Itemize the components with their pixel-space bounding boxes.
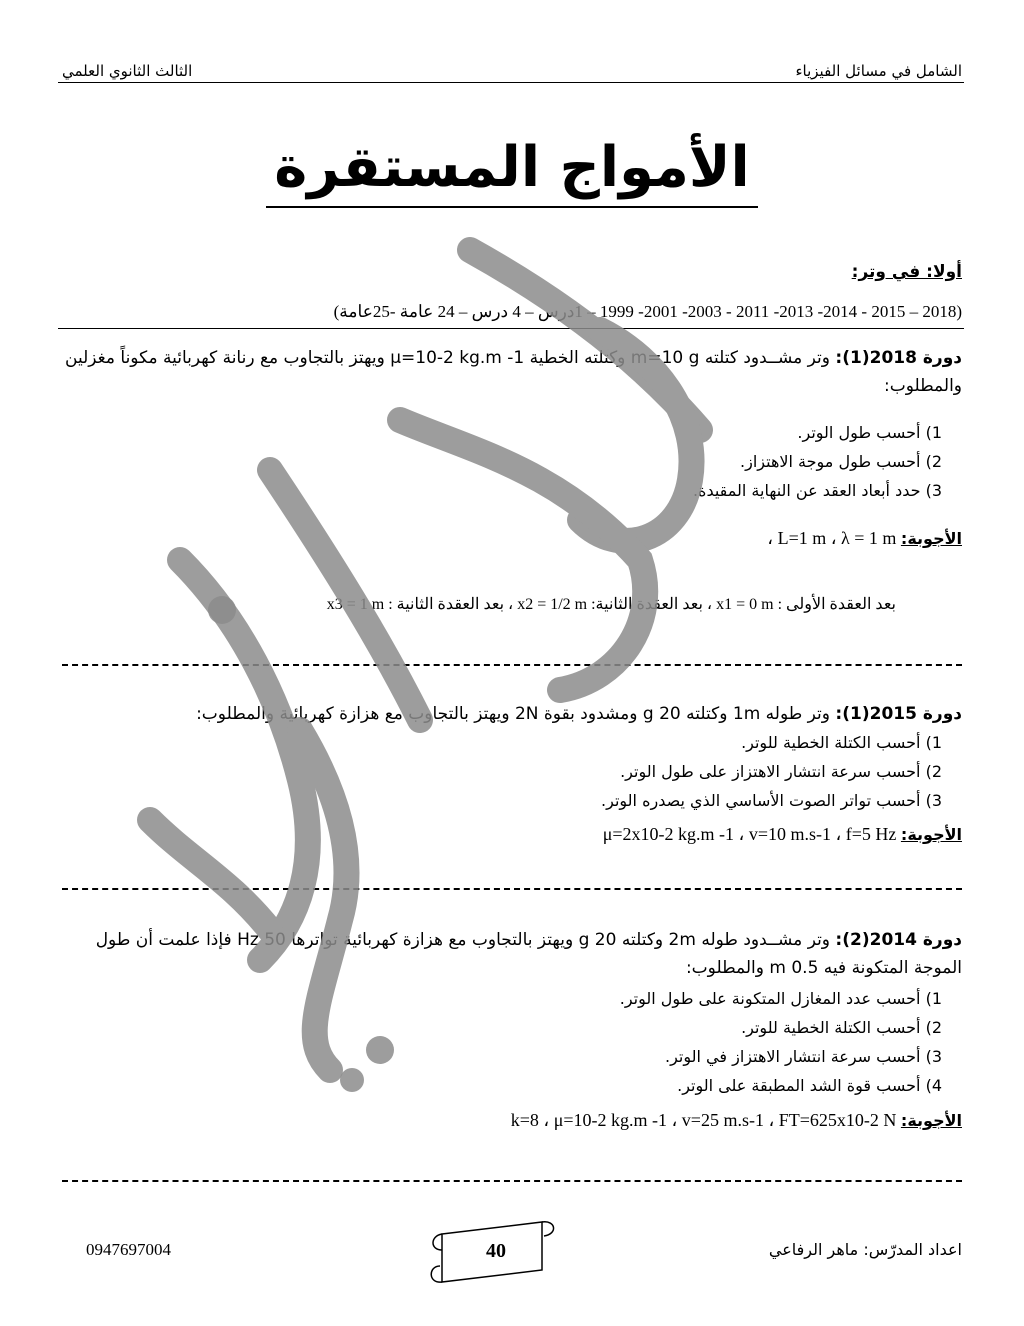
problem-2-question: 3) أحسب تواتر الصوت الأساسي الذي يصدره الوتر. bbox=[601, 791, 942, 810]
problem-3-answer-label: الأجوبة: bbox=[900, 1111, 962, 1130]
section-title: أولا: في وتر: bbox=[851, 262, 962, 282]
problem-1-answer-values: L=1 m ، λ = 1 m ، bbox=[767, 528, 897, 548]
problem-1-statement bbox=[62, 344, 962, 400]
header-book-title: الشامل في مسائل الفيزياء bbox=[795, 62, 962, 80]
problem-3-questions bbox=[82, 984, 942, 1100]
problem-1-question: 1) أحسب طول الوتر. bbox=[797, 423, 942, 442]
header-grade: الثالث الثانوي العلمي bbox=[62, 62, 193, 80]
problem-1-text: وتر مشــدود كتلته m=10 g وكتلته الخطية μ=10-2 kg.m -1 ويهتز بالتجاوب مع رنانة كهربائية مكوناً مغزلين والمطلوب: bbox=[65, 348, 962, 396]
problem-2-label: دورة 2015(1): bbox=[835, 704, 962, 724]
problem-1-answer-nodes: بعد العقدة الأولى : x1 = 0 m ، بعد العقدة الثانية: x2 = 1/2 m ، بعد العقدة الثانية : x3 = 1 m bbox=[326, 596, 896, 613]
footer-author: اعداد المدرّس: ماهر الرفاعي bbox=[768, 1240, 962, 1259]
problem-3-statement bbox=[62, 926, 962, 982]
watermark-stroke bbox=[150, 820, 270, 930]
problem-3-question: 1) أحسب عدد المغازل المتكونة على طول الوتر. bbox=[619, 989, 942, 1008]
problem-3-text: وتر مشــدود طوله 2m وكتلته 20 g ويهتز بالتجاوب مع هزازة كهربائية تواترها 50 Hz فإذا علمت أن طول الموجة المتكونة فيه 0.5 m والمطلوب: bbox=[95, 930, 962, 978]
problem-1-answer bbox=[767, 528, 962, 549]
page-title-text: الأمواج المستقرة bbox=[266, 135, 758, 208]
years-divider bbox=[58, 328, 964, 329]
problem-3-label: دورة 2014(2): bbox=[835, 930, 962, 950]
problem-3-question: 2) أحسب الكتلة الخطية للوتر. bbox=[741, 1018, 942, 1037]
problem-2-question: 1) أحسب الكتلة الخطية للوتر. bbox=[741, 733, 942, 752]
problem-3-question: 4) أحسب قوة الشد المطبقة على الوتر. bbox=[677, 1076, 942, 1095]
dashed-divider bbox=[62, 664, 962, 666]
problem-3-question: 3) أحسب سرعة انتشار الاهتزاز في الوتر. bbox=[665, 1047, 942, 1066]
footer-phone: 0947697004 bbox=[86, 1240, 171, 1259]
problem-1-questions bbox=[82, 418, 942, 505]
watermark-dot bbox=[208, 596, 236, 624]
problem-1-question: 2) أحسب طول موجة الاهتزاز. bbox=[740, 452, 942, 471]
problem-2-questions bbox=[82, 728, 942, 815]
problem-2-answer-values: μ=2x10-2 kg.m -1 ، v=10 m.s-1 ، f=5 Hz bbox=[602, 824, 897, 844]
header-divider bbox=[58, 82, 964, 83]
problem-2-statement bbox=[62, 700, 962, 728]
watermark-stroke bbox=[470, 250, 700, 430]
page-number: 40 bbox=[486, 1240, 506, 1262]
problem-1-question: 3) حدد أبعاد العقد عن النهاية المقيدة. bbox=[692, 481, 942, 500]
page-title bbox=[0, 135, 1024, 200]
dashed-divider bbox=[62, 888, 962, 890]
problem-2-question: 2) أحسب سرعة انتشار الاهتزاز على طول الوتر. bbox=[620, 762, 942, 781]
problem-2-answer-label: الأجوبة: bbox=[900, 825, 962, 844]
problem-3-answer-values: k=8 ، μ=10-2 kg.m -1 ، v=25 m.s-1 ، FT=625x10-2 N bbox=[510, 1110, 897, 1130]
dashed-divider bbox=[62, 1180, 962, 1182]
problem-1-answer-label: الأجوبة: bbox=[900, 529, 962, 548]
exam-years: (2018 – 2015 - 2014- 2013- 2011 - 2003- 2001- 1999 – 1درس – 4 درس – 24 عامة -25عامة) bbox=[333, 302, 962, 321]
problem-3-answer bbox=[511, 1110, 962, 1131]
problem-2-text: وتر طوله 1m وكتلته 20 g ومشدود بقوة 2N ويهتز بالتجاوب مع هزازة كهربائية والمطلوب: bbox=[196, 704, 831, 724]
problem-2-answer bbox=[603, 824, 962, 845]
problem-1-label: دورة 2018(1): bbox=[835, 348, 962, 368]
